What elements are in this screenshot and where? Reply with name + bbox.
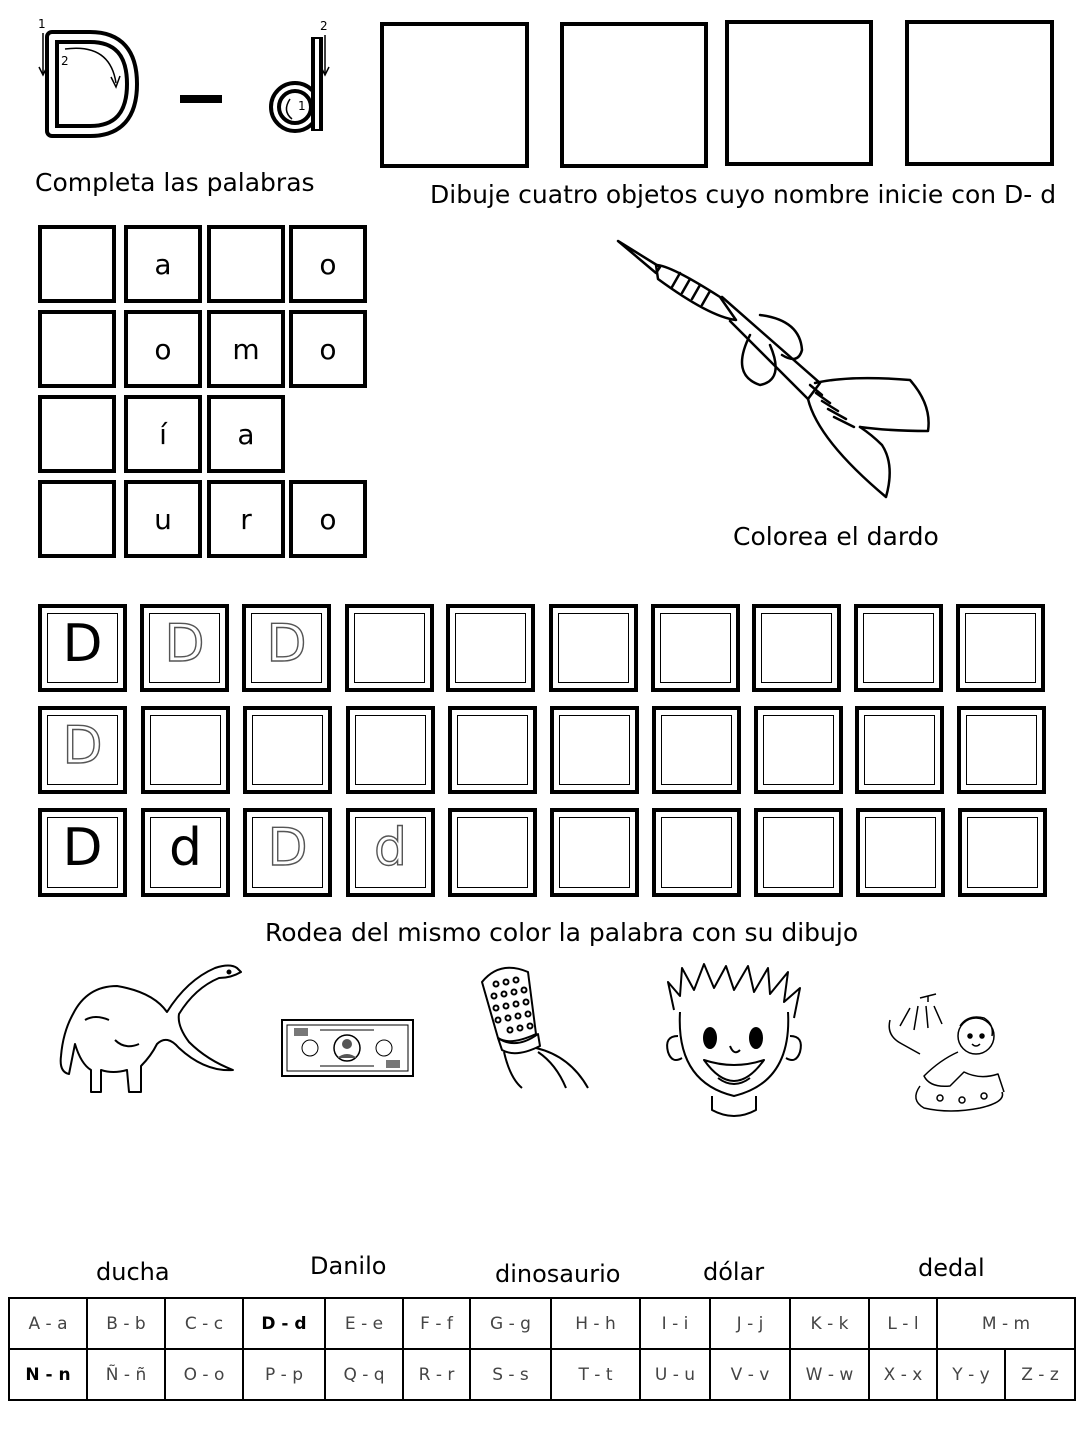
trace-letter-model: D — [62, 818, 103, 878]
alphabet-cell: C - c — [165, 1298, 243, 1349]
trace-letter-dotted: D — [164, 614, 205, 674]
alphabet-cell: H - h — [551, 1298, 640, 1349]
trace-cell[interactable] — [956, 604, 1045, 692]
alphabet-cell: A - a — [9, 1298, 87, 1349]
trace-cell[interactable] — [38, 604, 127, 692]
alphabet-cell: P - p — [243, 1349, 325, 1400]
trace-letter-model: d — [168, 818, 202, 878]
trace-letter-model: D — [62, 614, 103, 674]
letter-cell: m — [207, 310, 285, 388]
drawing-box[interactable] — [380, 22, 529, 168]
trace-cell[interactable] — [141, 706, 230, 794]
drawing-box[interactable] — [560, 22, 708, 168]
alphabet-cell: J - j — [710, 1298, 790, 1349]
alphabet-cell: F - f — [403, 1298, 470, 1349]
letter-cell: o — [289, 310, 367, 388]
stroke-number: 1 — [298, 99, 306, 113]
dart-icon[interactable] — [610, 235, 940, 505]
alphabet-table — [8, 1297, 1076, 1401]
alphabet-cell: R - r — [403, 1349, 470, 1400]
match-word[interactable]: dinosaurio — [495, 1260, 621, 1288]
drawing-box[interactable] — [905, 20, 1054, 166]
letter-cell: o — [289, 225, 367, 303]
trace-cell[interactable] — [550, 706, 639, 794]
alphabet-cell: Ñ - ñ — [87, 1349, 165, 1400]
trace-letter-dotted: d — [373, 818, 407, 878]
alphabet-cell: Q - q — [325, 1349, 403, 1400]
blank-cell[interactable] — [38, 225, 116, 303]
trace-cell[interactable] — [346, 808, 435, 897]
alphabet-cell: S - s — [470, 1349, 551, 1400]
trace-cell[interactable] — [856, 808, 945, 897]
alphabet-cell: E - e — [325, 1298, 403, 1349]
trace-letter-dotted: D — [266, 614, 307, 674]
match-word[interactable]: dedal — [918, 1254, 985, 1282]
thimble-icon[interactable] — [470, 960, 595, 1090]
alphabet-cell: V - v — [710, 1349, 790, 1400]
letter-cell: a — [124, 225, 202, 303]
trace-letter-dotted: D — [267, 818, 308, 878]
trace-cell[interactable] — [38, 706, 127, 794]
instruction-draw: Dibuje cuatro objetos cuyo nombre inicie con D- d — [430, 180, 1057, 209]
drawing-box[interactable] — [725, 20, 873, 166]
shower-icon[interactable] — [880, 990, 1015, 1115]
blank-cell[interactable] — [38, 480, 116, 558]
instruction-circle: Rodea del mismo color la palabra con su dibujo — [265, 918, 859, 947]
trace-cell[interactable] — [448, 808, 537, 897]
alphabet-cell: T - t — [551, 1349, 640, 1400]
alphabet-cell: X - x — [869, 1349, 937, 1400]
trace-cell[interactable] — [141, 808, 230, 897]
letter-cell: o — [289, 480, 367, 558]
trace-cell[interactable] — [140, 604, 229, 692]
alphabet-cell: W - w — [790, 1349, 869, 1400]
trace-cell[interactable] — [448, 706, 537, 794]
blank-cell[interactable] — [38, 395, 116, 473]
letter-d-stroke-guide-icon — [30, 15, 350, 140]
match-word[interactable]: ducha — [96, 1258, 170, 1286]
trace-cell[interactable] — [855, 706, 944, 794]
stroke-number: 2 — [61, 54, 69, 68]
trace-letter-dotted: D — [62, 716, 103, 776]
trace-cell[interactable] — [550, 808, 639, 897]
trace-cell[interactable] — [651, 604, 740, 692]
alphabet-cell: I - i — [640, 1298, 710, 1349]
alphabet-cell: U - u — [640, 1349, 710, 1400]
instruction-complete: Completa las palabras — [35, 168, 315, 197]
trace-cell[interactable] — [754, 808, 843, 897]
trace-cell[interactable] — [243, 808, 332, 897]
letter-cell: a — [207, 395, 285, 473]
dollar-bill-icon[interactable] — [280, 1018, 415, 1078]
trace-cell[interactable] — [346, 706, 435, 794]
stroke-number: 2 — [320, 19, 328, 33]
letter-cell: r — [207, 480, 285, 558]
trace-cell[interactable] — [38, 808, 127, 897]
trace-cell[interactable] — [957, 706, 1046, 794]
match-word[interactable]: Danilo — [310, 1252, 387, 1280]
trace-cell[interactable] — [854, 604, 943, 692]
alphabet-cell: B - b — [87, 1298, 165, 1349]
alphabet-cell: L - l — [869, 1298, 937, 1349]
trace-cell[interactable] — [345, 604, 434, 692]
alphabet-cell: Z - z — [1005, 1349, 1075, 1400]
alphabet-cell: M - m — [937, 1298, 1075, 1349]
trace-cell[interactable] — [446, 604, 535, 692]
alphabet-cell: K - k — [790, 1298, 869, 1349]
match-word[interactable]: dólar — [703, 1258, 765, 1286]
trace-cell[interactable] — [652, 706, 741, 794]
letter-cell: o — [124, 310, 202, 388]
alphabet-cell: Y - y — [937, 1349, 1005, 1400]
boy-face-icon[interactable] — [660, 962, 808, 1122]
letter-cell: í — [124, 395, 202, 473]
trace-cell[interactable] — [549, 604, 638, 692]
blank-cell[interactable] — [207, 225, 285, 303]
alphabet-row — [9, 1349, 1075, 1400]
trace-cell[interactable] — [752, 604, 841, 692]
alphabet-cell-highlighted: N - n — [9, 1349, 87, 1400]
alphabet-cell: G - g — [470, 1298, 551, 1349]
trace-cell[interactable] — [754, 706, 843, 794]
trace-cell[interactable] — [652, 808, 741, 897]
trace-cell[interactable] — [958, 808, 1047, 897]
alphabet-cell: O - o — [165, 1349, 243, 1400]
dinosaur-icon[interactable] — [55, 960, 250, 1100]
stroke-number: 1 — [38, 17, 46, 31]
instruction-color: Colorea el dardo — [733, 522, 939, 551]
letter-cell: u — [124, 480, 202, 558]
trace-cell[interactable] — [242, 604, 331, 692]
blank-cell[interactable] — [38, 310, 116, 388]
alphabet-row — [9, 1298, 1075, 1349]
alphabet-cell-highlighted: D - d — [243, 1298, 325, 1349]
trace-cell[interactable] — [243, 706, 332, 794]
